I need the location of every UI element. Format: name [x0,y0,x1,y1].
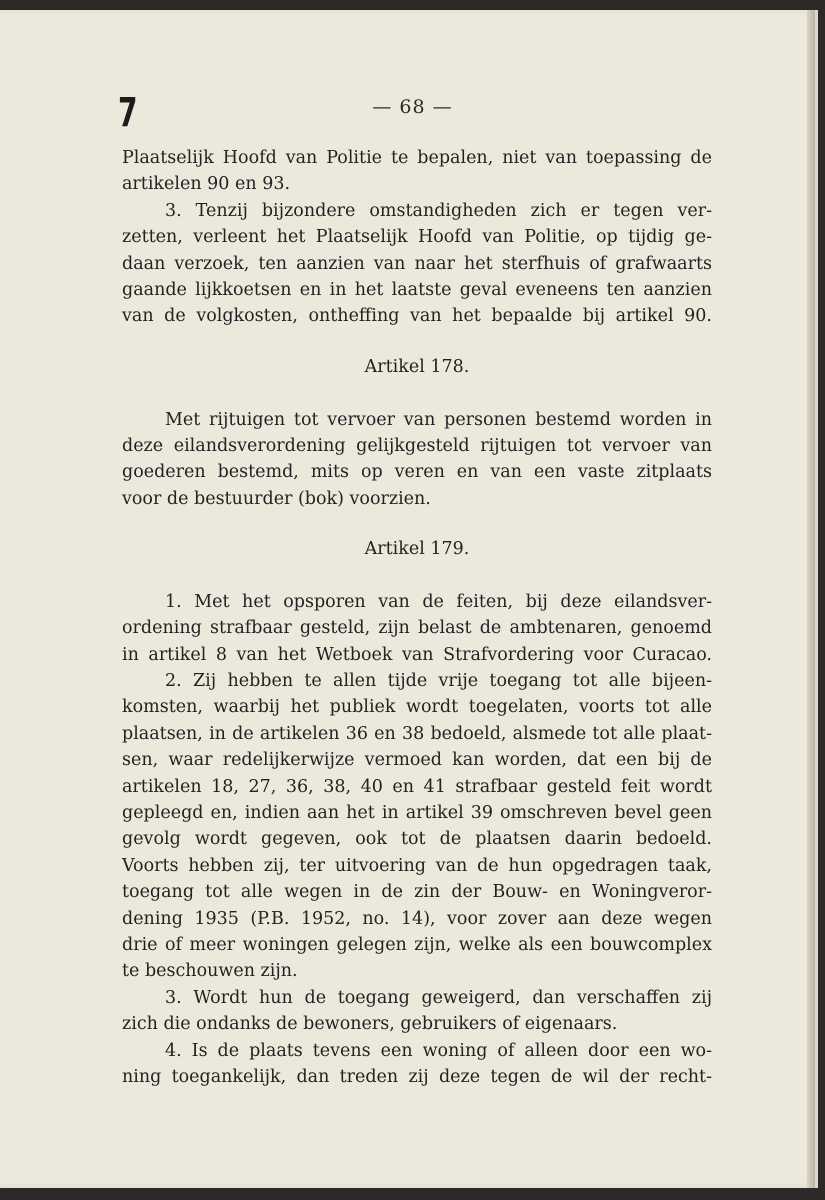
spacer [122,330,712,354]
text-line: gepleegd en, indien aan het in artikel 39 omschreven bevel geen [122,802,712,823]
text-line: deze eilandsverordening gelijkgesteld rijtuigen tot vervoer van [122,435,712,456]
text-line: 2. Zij hebben te allen tijde vrije toegang tot alle bijeen- [165,671,712,692]
text-line: 3. Tenzij bijzondere omstandigheden zich er tegen ver- [165,200,712,221]
article-heading-178: Artikel 178. [364,356,470,377]
spacer [122,380,712,406]
text-line: te beschouwen zijn. [122,961,298,982]
text-line: Plaatselijk Hoofd van Politie te bepalen, niet van toepassing de [122,148,712,168]
text-line: ning toegankelijk, dan treden zij deze tegen de wil der recht- [122,1066,712,1087]
text-line: plaatsen, in de artikelen 36 en 38 bedoeld, alsmede tot alle plaat- [122,723,712,744]
page-edge [807,10,815,1188]
spacer [122,562,712,588]
text-line: Voorts hebben zij, ter uitvoering van de hun opgedragen taak, [122,855,712,876]
text-line: Met rijtuigen tot vervoer van personen bestemd worden in [165,409,712,430]
text-line: drie of meer woningen gelegen zijn, welke als een bouwcomplex [122,934,712,955]
text-line: ordening strafbaar gesteld, zijn belast de ambtenaren, genoemd [122,618,712,639]
text-line: daan verzoek, ten aanzien van naar het sterfhuis of grafwaarts [122,253,712,274]
text-line: artikelen 90 en 93. [122,174,291,195]
text-line: 3. Wordt hun de toegang geweigerd, dan verschaffen zij [165,987,712,1008]
article-heading-179: Artikel 179. [364,539,470,560]
text-line: dening 1935 (P.B. 1952, no. 14), voor zover aan deze wegen [122,908,712,929]
text-line: 1. Met het opsporen van de feiten, bij deze eilandsver- [165,591,712,612]
text-line: 4. Is de plaats tevens een woning of alleen door een wo- [165,1040,712,1061]
text-line: voor de bestuurder (bok) voorzien. [122,488,431,509]
text-line: zetten, verleent het Plaatselijk Hoofd van Politie, op tijdig ge- [122,227,712,248]
text-line: toegang tot alle wegen in de zin der Bouw- en Woningveror- [122,882,712,903]
spacer [122,512,712,536]
text-line: artikelen 18, 27, 36, 38, 40 en 41 strafbaar gesteld feit wordt [122,776,712,797]
body-text [122,145,712,1090]
text-line: komsten, waarbij het publiek wordt toegelaten, voorts tot alle [122,697,712,718]
text-line: gevolg wordt gegeven, ook tot de plaatsen daarin bedoeld. [122,829,712,850]
text-line: van de volgkosten, ontheffing van het bepaalde bij artikel 90. [122,306,712,327]
text-line: sen, waar redelijkerwijze vermoed kan worden, dat een bij de [122,750,712,771]
text-line: goederen bestemd, mits op veren en van een vaste zitplaats [122,462,712,483]
text-line: in artikel 8 van het Wetboek van Strafvordering voor Curacao. [122,644,712,665]
margin-mark: 7 [118,90,138,136]
text-line: gaande lijkkoetsen en in het laatste geval eveneens ten aanzien [122,279,712,300]
page-number: — 68 — [372,96,453,118]
text-line: zich die ondanks de bewoners, gebruikers of eigenaars. [122,1014,618,1035]
